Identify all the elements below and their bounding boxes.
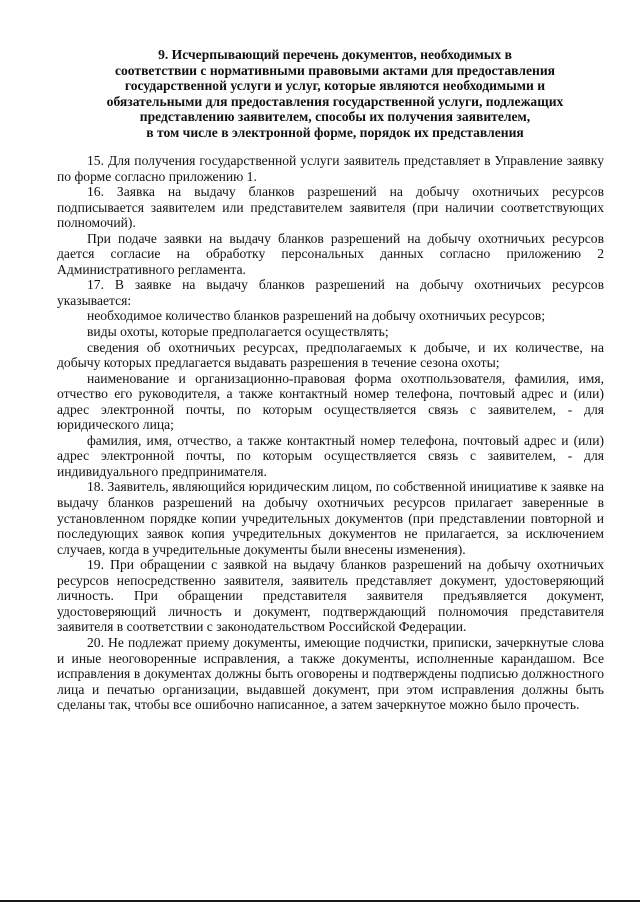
list-item-resources: сведения об охотничьих ресурсах, предполагаемых к добыче, и их количестве, на добычу которых предлагается выдавать разрешения в течение сезона охоты; bbox=[57, 339, 604, 371]
heading-line: соответствии с нормативными правовыми актами для предоставления bbox=[114, 62, 556, 78]
heading-line: представлению заявителем, способы их получения заявителем, bbox=[139, 109, 531, 125]
section-heading bbox=[70, 47, 600, 141]
list-item-hunting-types: виды охоты, которые предполагается осуществлять; bbox=[87, 324, 389, 340]
list-item-blank-count: необходимое количество бланков разрешений на добычу охотничьих ресурсов; bbox=[87, 308, 546, 324]
heading-line: 9. Исчерпывающий перечень документов, необходимых в bbox=[158, 47, 512, 62]
list-item-entrepreneur: фамилия, имя, отчество, а также контактный номер телефона, почтовый адрес и (или) адрес электронной почты, по которым осуществляется связь с заявителем, - для индивидуального предпринимателя. bbox=[57, 432, 604, 479]
paragraph-18: 18. Заявитель, являющийся юридическим лицом, по собственной инициативе к заявке на выдачу бланков разрешений на добычу охотничьих ресурсов прилагает заверенные в установленном порядке копии учредительных документов (при представлении повторной и последующих заявок копия учредительных документов не прилагается, за исключением случаев, когда в учредительные документы были внесены изменения). bbox=[57, 479, 604, 557]
paragraph-19: 19. При обращении с заявкой на выдачу бланков разрешений на добычу охотничьих ресурсов непосредственно заявителя, заявитель представляет документ, удостоверяющий личность. При обращении представителя заявителя предъявляется документ, удостоверяющий личность и документ, подтверждающий полномочия представителя заявителя в соответствии с законодательством Российской Федерации. bbox=[57, 557, 604, 635]
paragraph-16: 16. Заявка на выдачу бланков разрешений на добычу охотничьих ресурсов подписывается заявителем или представителем заявителя (при наличии соответствующих полномочий). bbox=[57, 184, 604, 231]
heading-line: в том числе в электронной форме, порядок их представления bbox=[146, 124, 524, 140]
paragraph-16-consent: При подаче заявки на выдачу бланков разрешений на добычу охотничьих ресурсов дается согласие на обработку персональных данных согласно приложению 2 Административного регламента. bbox=[57, 230, 604, 277]
paragraph-15: 15. Для получения государственной услуги заявитель представляет в Управление заявку по форме согласно приложению 1. bbox=[57, 153, 604, 184]
list-item-legal-entity: наименование и организационно-правовая форма охотпользователя, фамилия, имя, отчество его руководителя, а также контактный номер телефона, почтовый адрес и (или) адрес электронной почты, по которым осуществляется связь с заявителем, - для юридического лица; bbox=[57, 370, 604, 433]
heading-line: обязательными для предоставления государственной услуги, подлежащих bbox=[106, 93, 564, 109]
paragraph-20: 20. Не подлежат приему документы, имеющие подчистки, приписки, зачеркнутые слова и иные неоговоренные исправления, а также документы, исполненные карандашом. Все исправления в документах должны быть оговорены и подтверждены подписью должностного лица и печатью организации, выдавшей документ, при этом исправления должны быть сделаны так, чтобы все ошибочно написанное, а затем зачеркнутое можно было прочесть. bbox=[57, 634, 604, 713]
page-bottom-rule bbox=[0, 900, 640, 902]
heading-line: государственной услуги и услуг, которые являются необходимыми и bbox=[124, 78, 546, 94]
document-body bbox=[57, 153, 604, 713]
paragraph-17: 17. В заявке на выдачу бланков разрешений на добычу охотничьих ресурсов указывается: bbox=[57, 277, 604, 308]
